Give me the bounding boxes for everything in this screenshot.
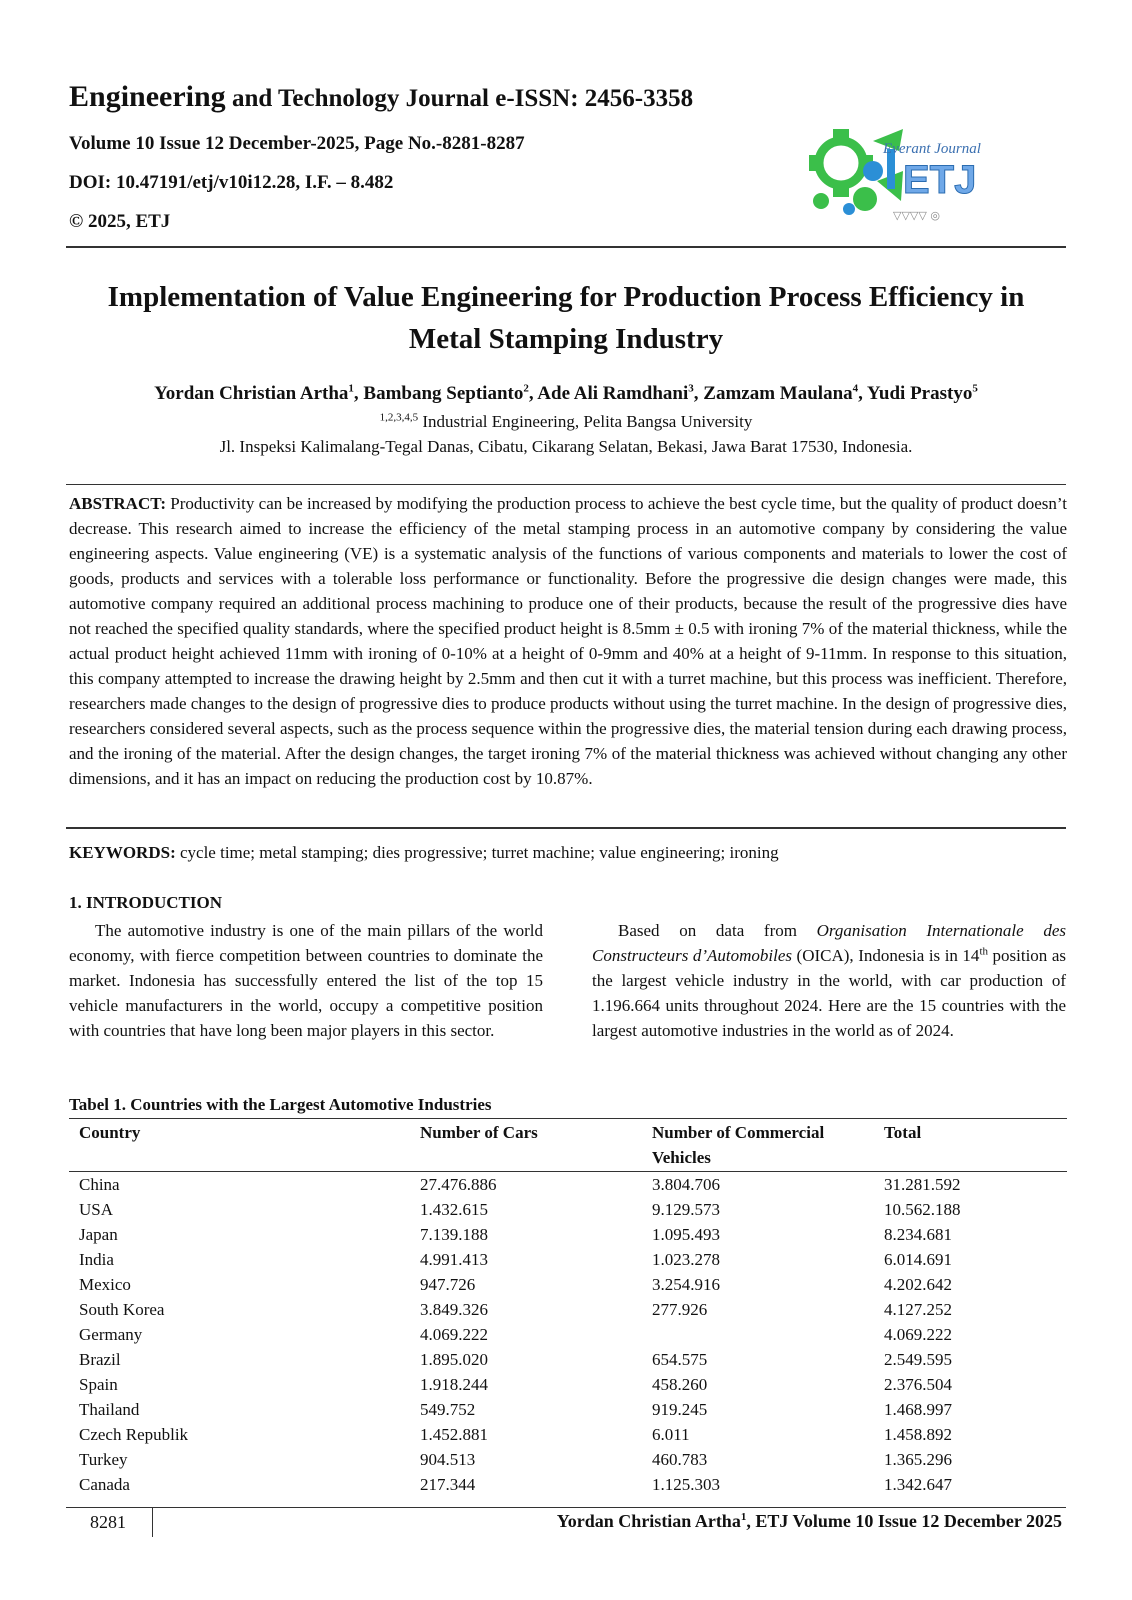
table-cell: 217.344	[420, 1475, 476, 1494]
table-cell: 654.575	[652, 1350, 708, 1369]
table-row	[69, 1297, 1067, 1322]
table-cell: Spain	[79, 1375, 118, 1394]
table-cell: Mexico	[79, 1275, 131, 1294]
table-cell: 460.783	[652, 1450, 708, 1469]
table-cell: 1.452.881	[420, 1425, 488, 1444]
abstract: ABSTRACT: Productivity can be increased by modifying the production process to achieve the best cycle time, but the quality of product doesn’t decrease. This research aimed to increase the efficiency of the metal stamping process in an automotive company by considering the value engineering aspects. Value engineering (VE) is a systematic analysis of the functions of various components and materials to lower the cost of goods, products and services with a tolerable loss performance or functionality. Before the progressive die design changes were made, this automotive company required an additional process machining to produce one of their products, because the result of the progressive dies have not reached the specified quality standards, where the specified product height is 8.5mm ± 0.5 with ironing 7% of the material thickness, while the actual product height achieved 11mm with ironing of 0-10% at a height of 0-9mm and 40% at a height of 9-11mm. In response to this situation, this company attempted to increase the drawing height by 2.5mm and then cut it with a turret machine, but this process was inefficient. Therefore, researchers made changes to the design of progressive dies to produce products without using the turret machine. In the design of progressive dies, researchers considered several aspects, such as the process sequence within the progressive dies, the material tension during each drawing process, and the ironing of the material. After the design changes, the target ironing 7% of the material thickness was achieved without changing any other dimensions, and it has an impact on reducing the production cost by 10.87%.	[69, 494, 1067, 788]
table-cell: 7.139.188	[420, 1225, 488, 1244]
table-cell: 2.549.595	[884, 1350, 952, 1369]
automotive-table	[69, 1118, 1067, 1497]
address: Jl. Inspeksi Kalimalang-Tegal Danas, Cibatu, Cikarang Selatan, Bekasi, Jawa Barat 17530, Indonesia.	[219, 437, 913, 456]
table-cell: Brazil	[79, 1350, 121, 1369]
table-row	[69, 1322, 1067, 1347]
table-row	[69, 1472, 1067, 1497]
table-cell: 277.926	[652, 1300, 708, 1319]
table-cell: Canada	[79, 1475, 130, 1494]
table-header-row	[69, 1119, 1067, 1172]
table-cell: 3.849.326	[420, 1300, 488, 1319]
table-row	[69, 1372, 1067, 1397]
table-cell: 1.468.997	[884, 1400, 952, 1419]
svg-text:▽▽▽▽ ◎: ▽▽▽▽ ◎	[893, 209, 940, 222]
col-header: Number of Commercial Vehicles	[642, 1119, 874, 1172]
table-cell: 4.202.642	[884, 1275, 952, 1294]
header-rule	[66, 246, 1066, 248]
table-cell: 27.476.886	[420, 1175, 497, 1194]
table-cell: 549.752	[420, 1400, 476, 1419]
table-cell: 9.129.573	[652, 1200, 720, 1219]
table-cell: 10.562.188	[884, 1200, 961, 1219]
table-cell: 6.011	[652, 1425, 690, 1444]
table-row	[69, 1272, 1067, 1297]
footer-citation: Yordan Christian Artha$^1$, ETJ Volume 10 Issue 12 December 2025	[556, 1511, 1062, 1531]
section-heading: 1. INTRODUCTION	[69, 893, 223, 912]
volume-line: Volume 10 Issue 12 December-2025, Page No.-8281-8287	[69, 133, 525, 154]
table-cell: South Korea	[79, 1300, 165, 1319]
col-header: Total	[874, 1119, 1067, 1172]
table-cell: 1.365.296	[884, 1450, 952, 1469]
table-cell: 8.234.681	[884, 1225, 952, 1244]
doi-line: DOI: 10.47191/etj/v10i12.28, I.F. – 8.482	[69, 172, 394, 193]
table-row	[69, 1347, 1067, 1372]
logo-text-main: ETJ	[903, 158, 977, 202]
table-cell: 4.991.413	[420, 1250, 488, 1269]
journal-title: Engineering and Technology Journal e-ISSN: 2456-3358	[69, 80, 694, 113]
author-list: Yordan Christian Artha$^1$, Bambang Septianto$^2$, Ade Ali Ramdhani$^3$, Zamzam Maulana$^4$, Yudi Prastyo$^5$	[154, 382, 978, 404]
logo-text-top: Everant Journal	[883, 141, 981, 157]
table-cell: 919.245	[652, 1400, 708, 1419]
table-row	[69, 1172, 1067, 1198]
table-cell: 6.014.691	[884, 1250, 952, 1269]
table-cell: 1.432.615	[420, 1200, 488, 1219]
table-cell: 2.376.504	[884, 1375, 952, 1394]
footer-divider	[152, 1507, 153, 1537]
table-cell: 4.069.222	[884, 1325, 952, 1344]
keywords: KEYWORDS: cycle time; metal stamping; dies progressive; turret machine; value engineering; ironing	[69, 843, 779, 862]
table-cell: 1.023.278	[652, 1250, 720, 1269]
table-cell: 1.458.892	[884, 1425, 952, 1444]
table-cell: 3.804.706	[652, 1175, 720, 1194]
table-row	[69, 1422, 1067, 1447]
table-row	[69, 1197, 1067, 1222]
col-header: Number of Cars	[410, 1119, 642, 1172]
table-cell: 31.281.592	[884, 1175, 961, 1194]
table-cell: 1.895.020	[420, 1350, 488, 1369]
affiliation: $^{1,2,3,4,5}$ Industrial Engineering, Pelita Bangsa University	[379, 411, 753, 431]
intro-left-paragraph: The automotive industry is one of the main pillars of the world economy, with fierce competition between countries to dominate the market. Indonesia has successfully entered the list of the top 15 vehicle manufacturers in the world, occupy a competitive position with countries that have long been major players in this sector.	[69, 921, 543, 1040]
table-cell: 4.127.252	[884, 1300, 952, 1319]
paper-title: Implementation of Value Engineering for Production Process Efficiency in Metal Stamping Industry	[107, 281, 1025, 355]
table-cell: Turkey	[79, 1450, 128, 1469]
table-cell: China	[79, 1175, 120, 1194]
table-cell: Germany	[79, 1325, 143, 1344]
copyright-line: © 2025, ETJ	[69, 211, 171, 232]
intro-right-paragraph: Based on data from Organisation Internationale des Constructeurs d’Automobiles (OICA), Indonesia is in 14th position as the largest vehicle industry in the world, with car production of 1.196.664 units throughout 2024. Here are the 15 countries with the largest automotive industries in the world as of 2024.	[592, 921, 1066, 1040]
table-cell	[642, 1322, 874, 1347]
table-cell: 1.095.493	[652, 1225, 720, 1244]
abstract-top-rule	[66, 484, 1066, 485]
table-row	[69, 1222, 1067, 1247]
table-row	[69, 1247, 1067, 1272]
abstract-bottom-rule	[66, 827, 1066, 829]
table-row	[69, 1397, 1067, 1422]
table-cell: Japan	[79, 1225, 118, 1244]
table-cell: 1.918.244	[420, 1375, 488, 1394]
table-cell: 458.260	[652, 1375, 708, 1394]
table-cell: Czech Republik	[79, 1425, 189, 1444]
table-cell: 904.513	[420, 1450, 476, 1469]
etj-logo	[803, 121, 1023, 226]
col-header: Country	[69, 1119, 410, 1172]
table-cell: USA	[79, 1200, 114, 1219]
table-cell: 4.069.222	[420, 1325, 488, 1344]
table-cell: Thailand	[79, 1400, 140, 1419]
table-row	[69, 1447, 1067, 1472]
table-cell: India	[79, 1250, 114, 1269]
footer-rule	[66, 1507, 1066, 1508]
table-cell: 3.254.916	[652, 1275, 720, 1294]
table-cell: 947.726	[420, 1275, 476, 1294]
table-caption: Tabel 1. Countries with the Largest Automotive Industries	[69, 1095, 492, 1114]
table-cell: 1.342.647	[884, 1475, 952, 1494]
table-cell: 1.125.303	[652, 1475, 720, 1494]
page-number: 8281	[90, 1512, 126, 1532]
